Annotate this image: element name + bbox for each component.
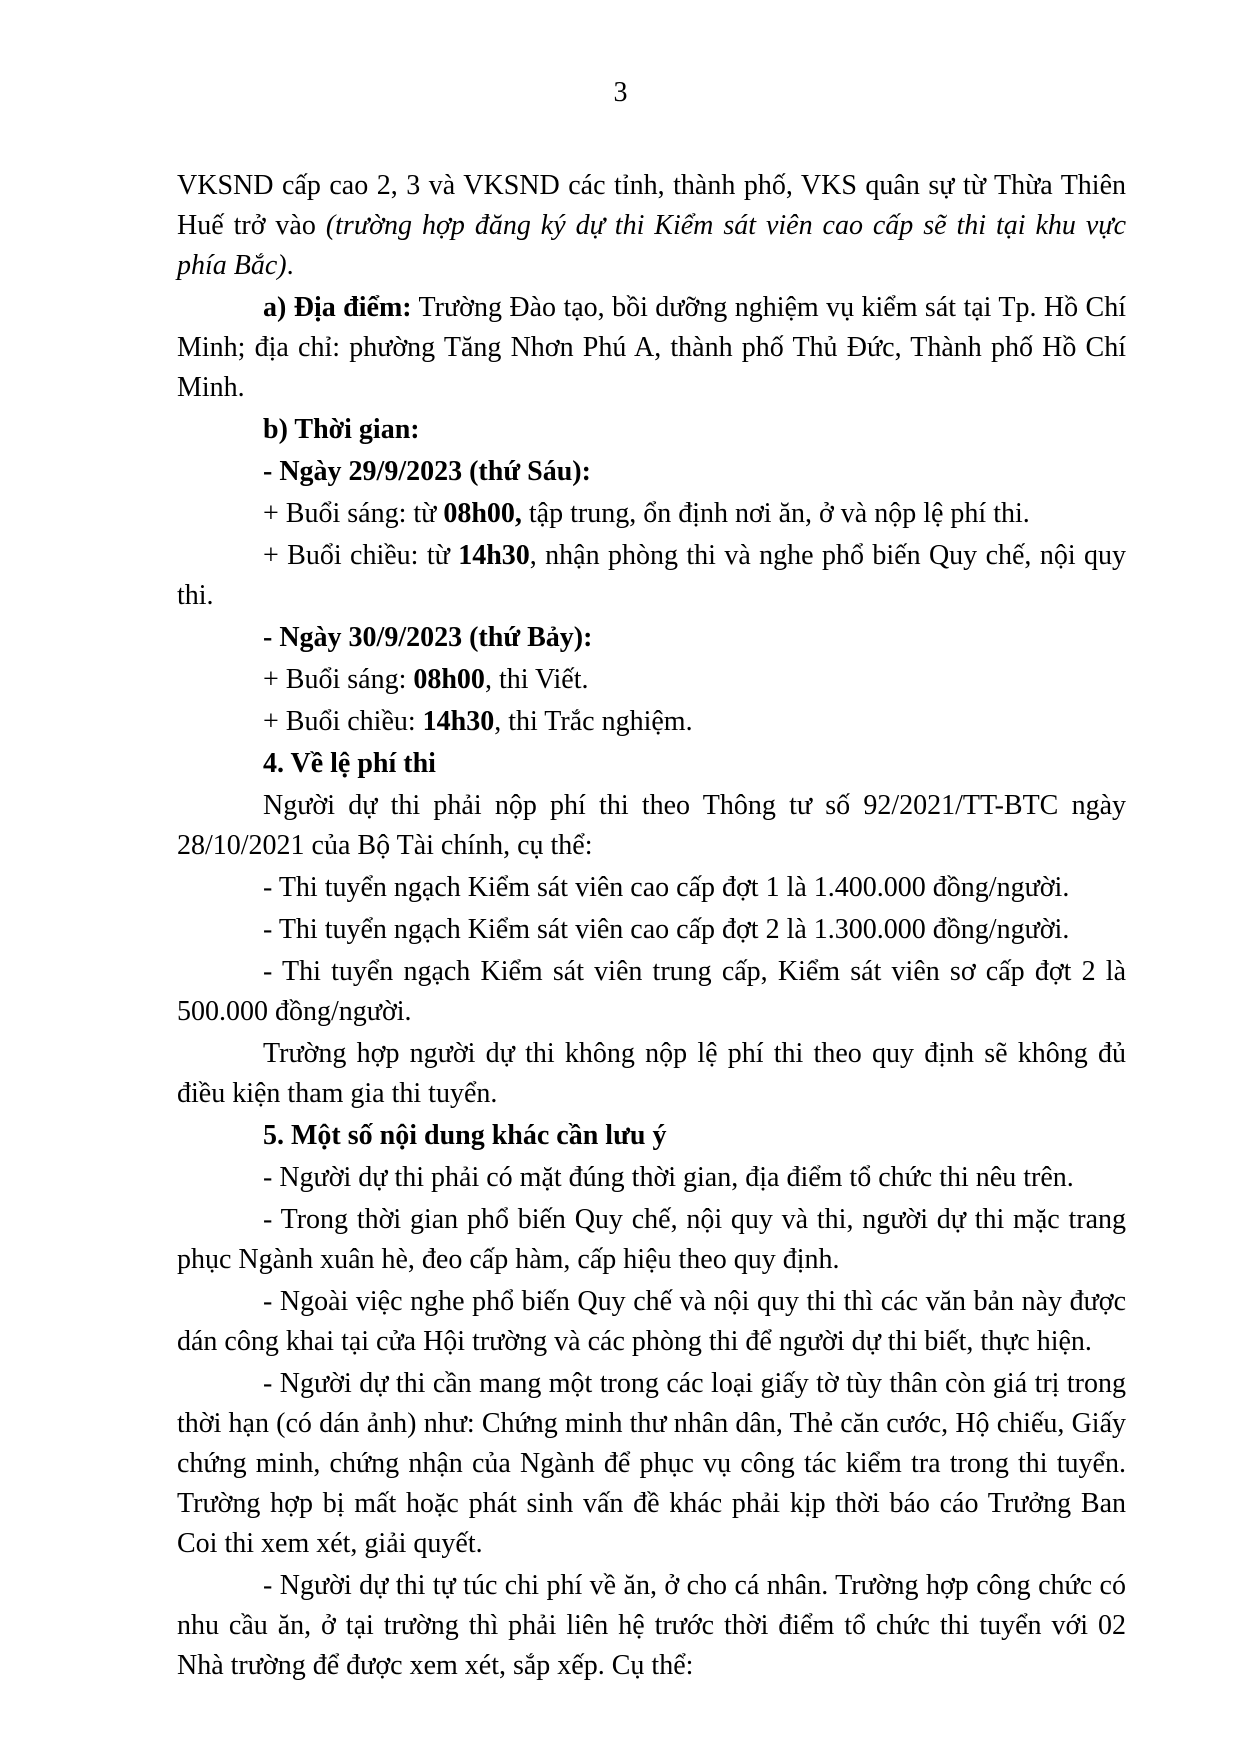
intro-paragraph — [177, 166, 1126, 286]
page-number: 3 — [613, 77, 628, 108]
other-paragraph-3: - Ngoài việc nghe phổ biến Quy chế và nội quy thi thì các văn bản này được dán công khai tại cửa Hội trường và các phòng thi để người dự thi biết, thực hiện. — [177, 1286, 1126, 1357]
day1-afternoon-time: 14h30 — [458, 540, 530, 571]
fee-note: Trường hợp người dự thi không nộp lệ phí thi theo quy định sẽ không đủ điều kiện tham gia thi tuyển. — [177, 1038, 1126, 1109]
day2-afternoon: + Buổi chiều: 14h30, thi Trắc nghiệm. — [263, 706, 693, 737]
other-heading: 5. Một số nội dung khác cần lưu ý — [263, 1120, 667, 1151]
other-paragraph-4: - Người dự thi cần mang một trong các loại giấy tờ tùy thân còn giá trị trong thời hạn (có dán ảnh) như: Chứng minh thư nhân dân, Thẻ căn cước, Hộ chiếu, Giấy chứng minh, chứng nhận của Ngành để phục vụ công tác kiểm tra trong thi tuyển. Trường hợp bị mất hoặc phát sinh vấn đề khác phải kịp thời báo cáo Trưởng Ban Coi thi xem xét, giải quyết. — [177, 1368, 1126, 1559]
day1-afternoon: + Buổi chiều: từ 14h30, nhận phòng thi và nghe phổ biến Quy chế, nội quy thi. — [177, 540, 1126, 611]
day2-heading: - Ngày 30/9/2023 (thứ Bảy): — [263, 622, 593, 653]
day1-heading: - Ngày 29/9/2023 (thứ Sáu): — [263, 456, 591, 487]
intro-end: . — [286, 250, 294, 281]
other-paragraph-5: - Người dự thi tự túc chi phí về ăn, ở cho cá nhân. Trường hợp công chức có nhu cầu ăn, ở tại trường thì phải liên hệ trước thời điểm tổ chức thi tuyển với 02 Nhà trường để được xem xét, sắp xếp. Cụ thể: — [177, 1570, 1126, 1681]
location-label: a) Địa điểm: — [263, 292, 412, 323]
fee-item-2: - Thi tuyển ngạch Kiểm sát viên cao cấp đợt 2 là 1.300.000 đồng/người. — [263, 914, 1070, 945]
intro-italic-note: (trường hợp đăng ký dự thi Kiểm sát viên cao cấp sẽ thi tại khu vực phía Bắc) — [177, 210, 1126, 281]
day2-afternoon-time: 14h30 — [422, 706, 495, 737]
document-body — [177, 166, 1126, 1688]
day1-morning-time: 08h00, — [443, 498, 522, 529]
fee-heading: 4. Về lệ phí thi — [263, 748, 436, 779]
day2-morning: + Buổi sáng: 08h00, thi Viết. — [263, 664, 589, 695]
day1-morning: + Buổi sáng: từ 08h00, tập trung, ổn định nơi ăn, ở và nộp lệ phí thi. — [263, 498, 1030, 529]
time-label: b) Thời gian: — [263, 414, 420, 445]
day2-morning-time: 08h00 — [413, 664, 485, 695]
fee-intro: Người dự thi phải nộp phí thi theo Thông tư số 92/2021/TT-BTC ngày 28/10/2021 của Bộ Tài chính, cụ thể: — [177, 790, 1126, 861]
fee-item-3: - Thi tuyển ngạch Kiểm sát viên trung cấp, Kiểm sát viên sơ cấp đợt 2 là 500.000 đồng/người. — [177, 956, 1126, 1027]
intro-text: VKSND cấp cao 2, 3 và VKSND các tỉnh, thành phố, VKS quân sự từ Thừa Thiên Huế trở vào — [177, 170, 1126, 241]
location-paragraph — [177, 288, 1126, 408]
other-paragraph-1: - Người dự thi phải có mặt đúng thời gian, địa điểm tổ chức thi nêu trên. — [263, 1162, 1074, 1193]
location-text: Trường Đào tạo, bồi dưỡng nghiệm vụ kiểm sát tại Tp. Hồ Chí Minh; địa chỉ: phường Tăng Nhơn Phú A, thành phố Thủ Đức, Thành phố Hồ Chí Minh. — [177, 292, 1126, 403]
fee-item-1: - Thi tuyển ngạch Kiểm sát viên cao cấp đợt 1 là 1.400.000 đồng/người. — [263, 872, 1070, 903]
other-paragraph-2: - Trong thời gian phổ biến Quy chế, nội quy và thi, người dự thi mặc trang phục Ngành xuân hè, đeo cấp hàm, cấp hiệu theo quy định. — [177, 1204, 1126, 1275]
